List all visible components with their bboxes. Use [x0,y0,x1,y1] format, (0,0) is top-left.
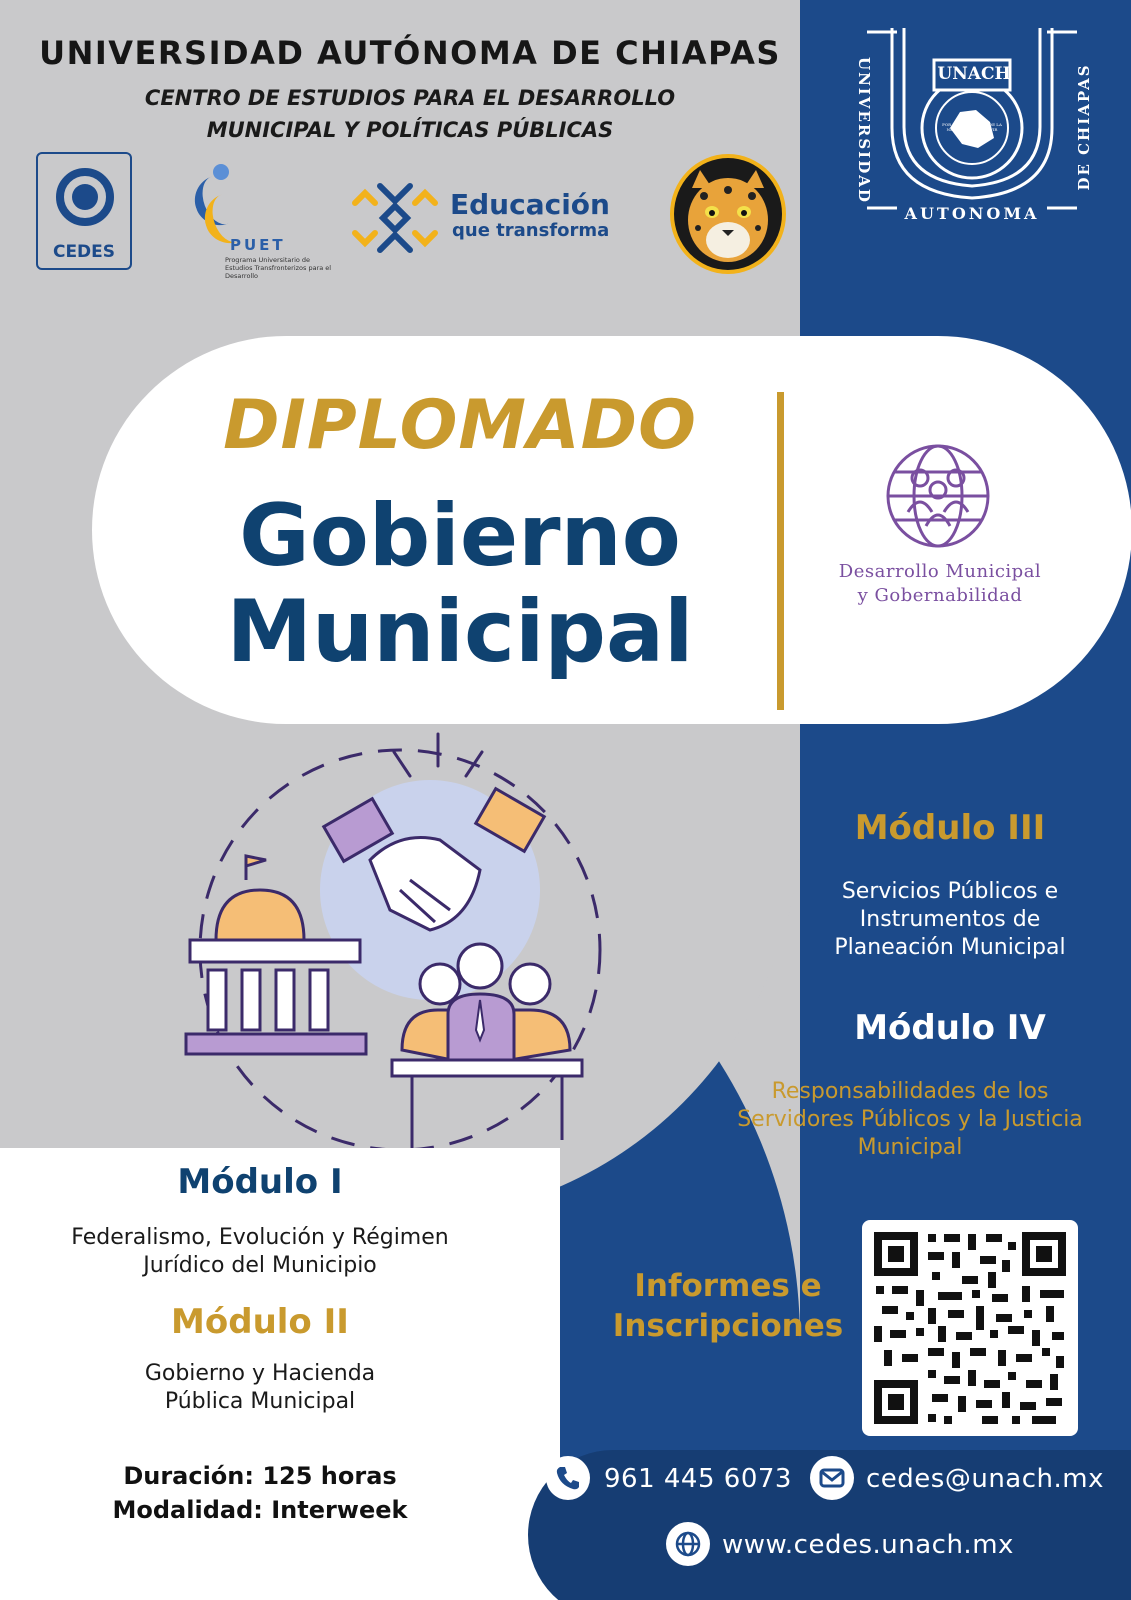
module-1-title: Módulo I [177,1162,343,1202]
module-3-description [790,878,1110,962]
jaguar-mascot-icon [670,154,786,274]
educacion-logo [350,178,650,258]
qr-code[interactable] [862,1220,1078,1436]
educacion-subtitle: que transforma [452,220,610,241]
educacion-title: Educación [450,188,610,221]
center-subtitle-line2: MUNICIPAL Y POLÍTICAS PÚBLICAS [206,118,614,142]
logo-row [30,150,800,290]
email-address[interactable]: cedes@unach.mx [866,1464,1104,1494]
informes-heading [598,1266,858,1346]
university-title: UNIVERSIDAD AUTÓNOMA DE CHIAPAS [39,34,781,72]
program-title-line1: Gobierno [239,486,681,586]
duration-text: Duración: 125 horas [123,1462,397,1490]
cedes-emblem-icon [56,168,114,226]
informes-line1: Informes e [634,1268,822,1304]
module-1-desc-line2: Jurídico del Municipio [143,1253,377,1278]
module-4-desc-line2: Servidores Públicos y la Justicia [737,1107,1083,1132]
module-1-desc-line1: Federalismo, Evolución y Régimen [71,1225,449,1250]
program-title-line2: Municipal [226,582,694,682]
informes-line2: Inscripciones [612,1308,844,1344]
module-4-desc-line3: Municipal [857,1135,963,1160]
module-1-description [20,1224,500,1280]
module-3-desc-line1: Servicios Públicos e [841,879,1059,904]
council-members-icon [392,944,582,1170]
unach-shield-logo [852,18,1092,238]
module-2-desc-line1: Gobierno y Hacienda [144,1361,376,1386]
cedes-logo-label: CEDES [52,242,116,262]
globe-web-icon [666,1522,710,1566]
desarrollo-municipal-logo [800,440,1080,620]
center-subtitle [20,82,800,146]
unach-ring-motto: POR LA CONCIENCIA DE LA NECESIDAD DE SERVIR [942,122,1002,132]
module-3-title: Módulo III [854,808,1046,848]
puet-description: Programa Universitario de Estudios Transfronterizos para el Desarrollo [225,256,332,280]
cedes-logo [36,152,132,270]
module-3-desc-line2: Instrumentos de [859,907,1041,932]
phone-icon [546,1456,590,1500]
center-subtitle-line1: CENTRO DE ESTUDIOS PARA EL DESARROLLO [144,86,676,110]
puet-logo [175,164,332,284]
modality-text: Modalidad: Interweek [112,1496,408,1524]
module-4-title: Módulo IV [854,1008,1046,1048]
program-title [180,488,740,680]
community-globe-icon [882,440,994,552]
module-3-desc-line3: Planeación Municipal [834,935,1066,960]
module-2-title: Módulo II [171,1302,349,1342]
dmg-line1: Desarrollo Municipal [838,561,1042,582]
email-icon [810,1456,854,1500]
gold-divider [777,392,784,710]
phone-number[interactable]: 961 445 6073 [604,1464,792,1494]
diplomado-label: DIPLOMADO [223,386,697,465]
unach-bottom-text: AUTONOMA [904,204,1040,223]
module-4-description [710,1078,1110,1162]
light-burst-icon [394,734,482,776]
module-4-desc-line1: Responsabilidades de los [771,1079,1049,1104]
dmg-line2: y Gobernabilidad [857,585,1023,606]
website-url[interactable]: www.cedes.unach.mx [722,1530,1014,1560]
unach-badge-text: UNACH [937,64,1011,84]
unach-left-text: UNIVERSIDAD [855,57,873,204]
module-2-description [20,1360,500,1416]
module-2-desc-line2: Pública Municipal [164,1389,356,1414]
unach-right-text: DE CHIAPAS [1075,63,1093,191]
qr-code-icon [862,1220,1078,1436]
educacion-mark-icon [350,178,440,258]
desarrollo-municipal-text [800,560,1080,608]
municipal-government-illustration [180,730,620,1170]
puet-name: PUET [230,236,286,254]
